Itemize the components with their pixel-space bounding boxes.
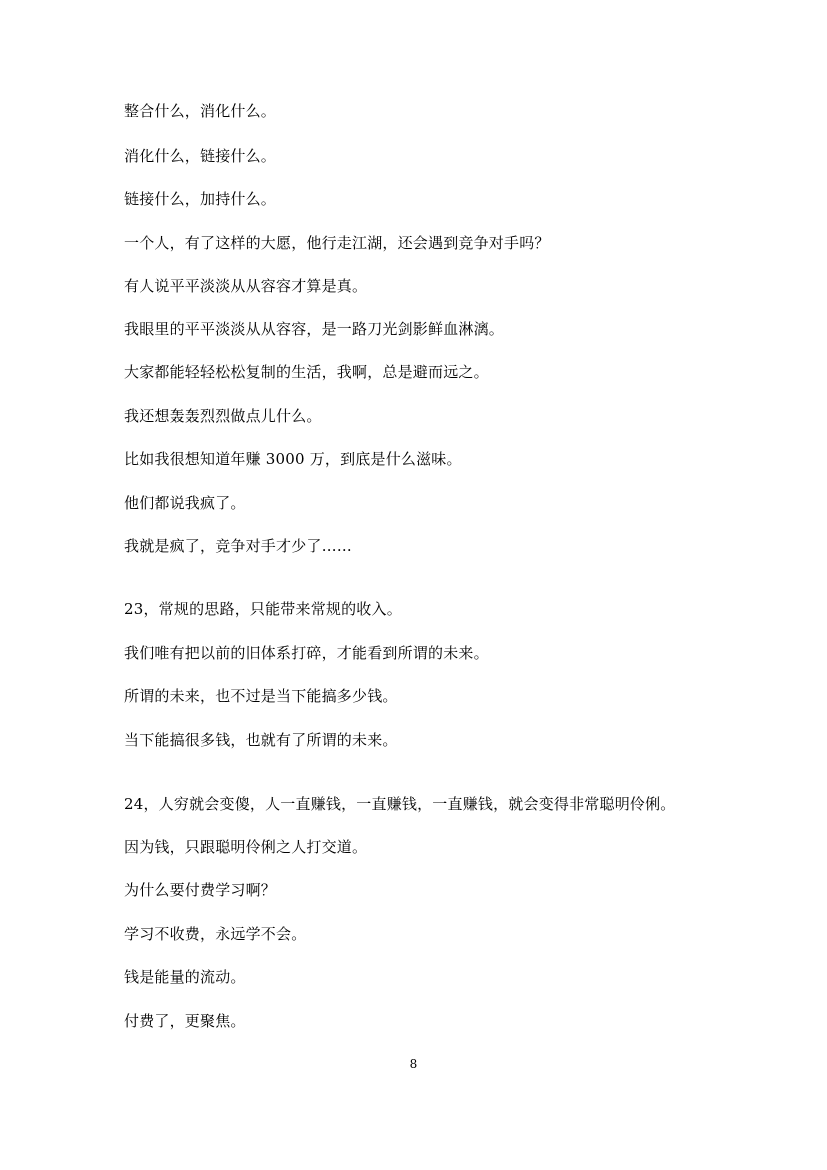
paragraph: 消化什么，链接什么。 xyxy=(124,147,277,165)
paragraph: 大家都能轻轻松松复制的生活，我啊，总是避而远之。 xyxy=(124,363,489,381)
paragraph: 付费了，更聚焦。 xyxy=(124,1012,246,1030)
paragraph: 链接什么，加持什么。 xyxy=(124,190,277,208)
paragraph: 为什么要付费学习啊？ xyxy=(124,881,277,899)
paragraph: 钱是能量的流动。 xyxy=(124,968,246,986)
paragraph: 一个人，有了这样的大愿，他行走江湖，还会遇到竞争对手吗？ xyxy=(124,234,550,252)
page-number: 8 xyxy=(409,1057,418,1071)
paragraph: 因为钱，只跟聪明伶俐之人打交道。 xyxy=(124,838,368,856)
paragraph: 当下能搞很多钱，也就有了所谓的未来。 xyxy=(124,731,398,749)
paragraph: 他们都说我疯了。 xyxy=(124,494,246,512)
numbered-paragraph: 23，常规的思路，只能带来常规的收入。 xyxy=(124,600,402,618)
paragraph: 我眼里的平平淡淡从从容容，是一路刀光剑影鲜血淋漓。 xyxy=(124,320,505,338)
paragraph: 所谓的未来，也不过是当下能搞多少钱。 xyxy=(124,687,398,705)
paragraph: 我就是疯了，竞争对手才少了…… xyxy=(124,537,353,555)
paragraph: 有人说平平淡淡从从容容才算是真。 xyxy=(124,277,368,295)
paragraph: 我还想轰轰烈烈做点儿什么。 xyxy=(124,407,322,425)
paragraph: 比如我很想知道年赚 3000 万，到底是什么滋味。 xyxy=(124,450,462,468)
paragraph: 学习不收费，永远学不会。 xyxy=(124,925,307,943)
paragraph: 我们唯有把以前的旧体系打碎，才能看到所谓的未来。 xyxy=(124,644,489,662)
numbered-paragraph: 24，人穷就会变傻，人一直赚钱，一直赚钱，一直赚钱，就会变得非常聪明伶俐。 xyxy=(124,795,676,813)
paragraph: 整合什么，消化什么。 xyxy=(124,102,277,120)
